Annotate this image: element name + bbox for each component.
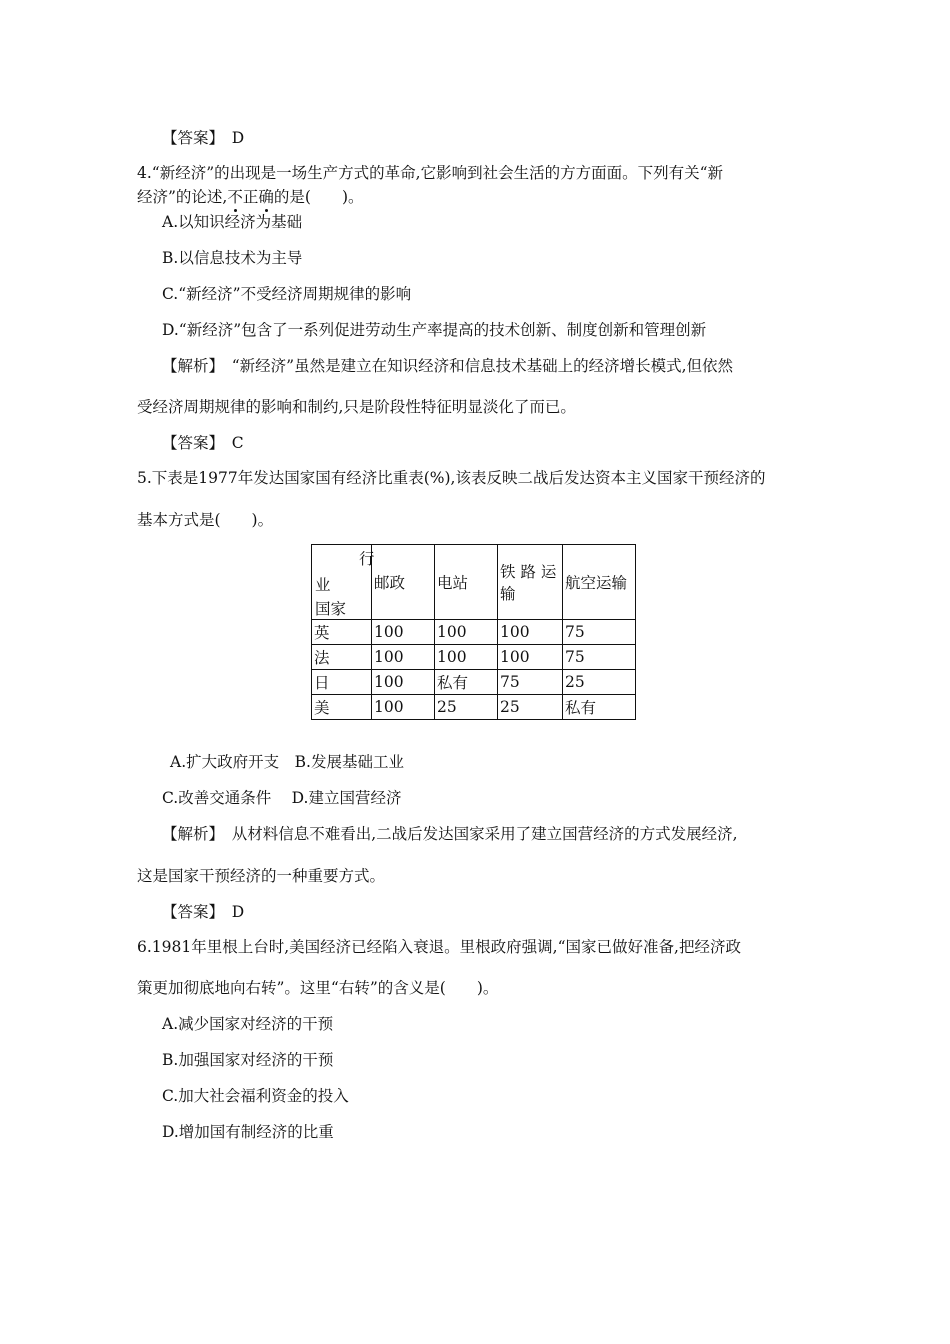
corner-label-country: 国家 xyxy=(315,600,347,618)
q4-explanation-line-1: 【解析】 “新经济”虽然是建立在知识经济和信息技术基础上的经济增长模式,但依然 xyxy=(162,357,734,375)
q5-explanation-line-1: 【解析】 从材料信息不难看出,二战后发达国家采用了建立国营经济的方式发展经济, xyxy=(162,825,738,843)
table-row xyxy=(312,695,636,720)
table-cell: 75 xyxy=(563,620,636,645)
answer-q5: 【答案】 D xyxy=(162,903,245,921)
table-country-cell: 法 xyxy=(312,645,372,670)
question-4-text: 正 xyxy=(242,188,259,206)
table-header-cell: 邮政 xyxy=(372,545,435,620)
q6-option-a: A.减少国家对经济的干预 xyxy=(162,1015,334,1033)
state-owned-economy-table xyxy=(311,544,636,720)
table-cell: 25 xyxy=(435,695,498,720)
table-cell: 75 xyxy=(498,670,563,695)
emphasis-char: 不 xyxy=(227,188,243,206)
question-6-line-1: 6.1981年里根上台时,美国经济已经陷入衰退。里根政府强调,“国家已做好准备,把经济政 xyxy=(137,938,741,956)
table-cell: 100 xyxy=(498,620,563,645)
q4-option-d: D.“新经济”包含了一系列促进劳动生产率提高的技术创新、制度创新和管理创新 xyxy=(162,321,707,339)
answer-q3: 【答案】 D xyxy=(162,129,245,147)
table-corner-cell xyxy=(312,545,375,620)
question-5-line-1: 5.下表是1977年发达国家国有经济比重表(%),该表反映二战后发达资本主义国家干预经济的 xyxy=(137,469,766,487)
header-rail-line-1: 铁 路 运 xyxy=(500,563,557,581)
table-country-cell: 日 xyxy=(312,670,372,695)
table-cell: 100 xyxy=(372,695,435,720)
table-cell: 私有 xyxy=(563,695,636,720)
corner-label-industry-bottom: 业 xyxy=(315,576,331,594)
table-cell: 100 xyxy=(435,620,498,645)
q4-explanation-line-2: 受经济周期规律的影响和制约,只是阶段性特征明显淡化了而已。 xyxy=(137,398,576,416)
question-4-line-1: 4.“新经济”的出现是一场生产方式的革命,它影响到社会生活的方方面面。下列有关“新 xyxy=(137,164,723,182)
table-country-cell: 英 xyxy=(312,620,372,645)
table-header-cell: 航空运输 xyxy=(563,545,636,620)
table-cell: 75 xyxy=(563,645,636,670)
question-4-text: 经济”的论述, xyxy=(137,188,228,206)
q5-options-ab: A.扩大政府开支 B.发展基础工业 xyxy=(170,753,404,771)
q6-option-b: B.加强国家对经济的干预 xyxy=(162,1051,334,1069)
q4-option-c: C.“新经济”不受经济周期规律的影响 xyxy=(162,285,412,303)
table-cell: 100 xyxy=(435,645,498,670)
table-header-cell xyxy=(498,545,563,620)
q6-option-c: C.加大社会福利资金的投入 xyxy=(162,1087,349,1105)
question-4-line-2 xyxy=(137,187,364,207)
table-row xyxy=(312,670,636,695)
table-cell: 100 xyxy=(372,670,435,695)
question-5-line-2: 基本方式是( )。 xyxy=(137,511,274,529)
table-cell: 私有 xyxy=(435,670,498,695)
table-row xyxy=(312,620,636,645)
question-6-line-2: 策更加彻底地向右转”。这里“右转”的含义是( )。 xyxy=(137,979,499,997)
q5-options-cd: C.改善交通条件 D.建立国营经济 xyxy=(162,789,402,807)
q4-option-b: B.以信息技术为主导 xyxy=(162,249,303,267)
q6-option-d: D.增加国有制经济的比重 xyxy=(162,1123,334,1141)
table-country-cell: 美 xyxy=(312,695,372,720)
q5-explanation-line-2: 这是国家干预经济的一种重要方式。 xyxy=(137,867,386,885)
table-cell: 100 xyxy=(372,620,435,645)
corner-label-industry-top: 行 xyxy=(359,550,375,568)
table-header-cell: 电站 xyxy=(435,545,498,620)
table-cell: 25 xyxy=(498,695,563,720)
table-row xyxy=(312,645,636,670)
table-cell: 100 xyxy=(372,645,435,670)
answer-q4: 【答案】 C xyxy=(162,434,244,452)
question-4-text: 的是( )。 xyxy=(273,188,364,206)
table-cell: 100 xyxy=(498,645,563,670)
emphasis-char: 确 xyxy=(258,188,274,206)
table-cell: 25 xyxy=(563,670,636,695)
q4-option-a: A.以知识经济为基础 xyxy=(162,213,303,231)
header-rail-line-2: 输 xyxy=(500,585,516,603)
